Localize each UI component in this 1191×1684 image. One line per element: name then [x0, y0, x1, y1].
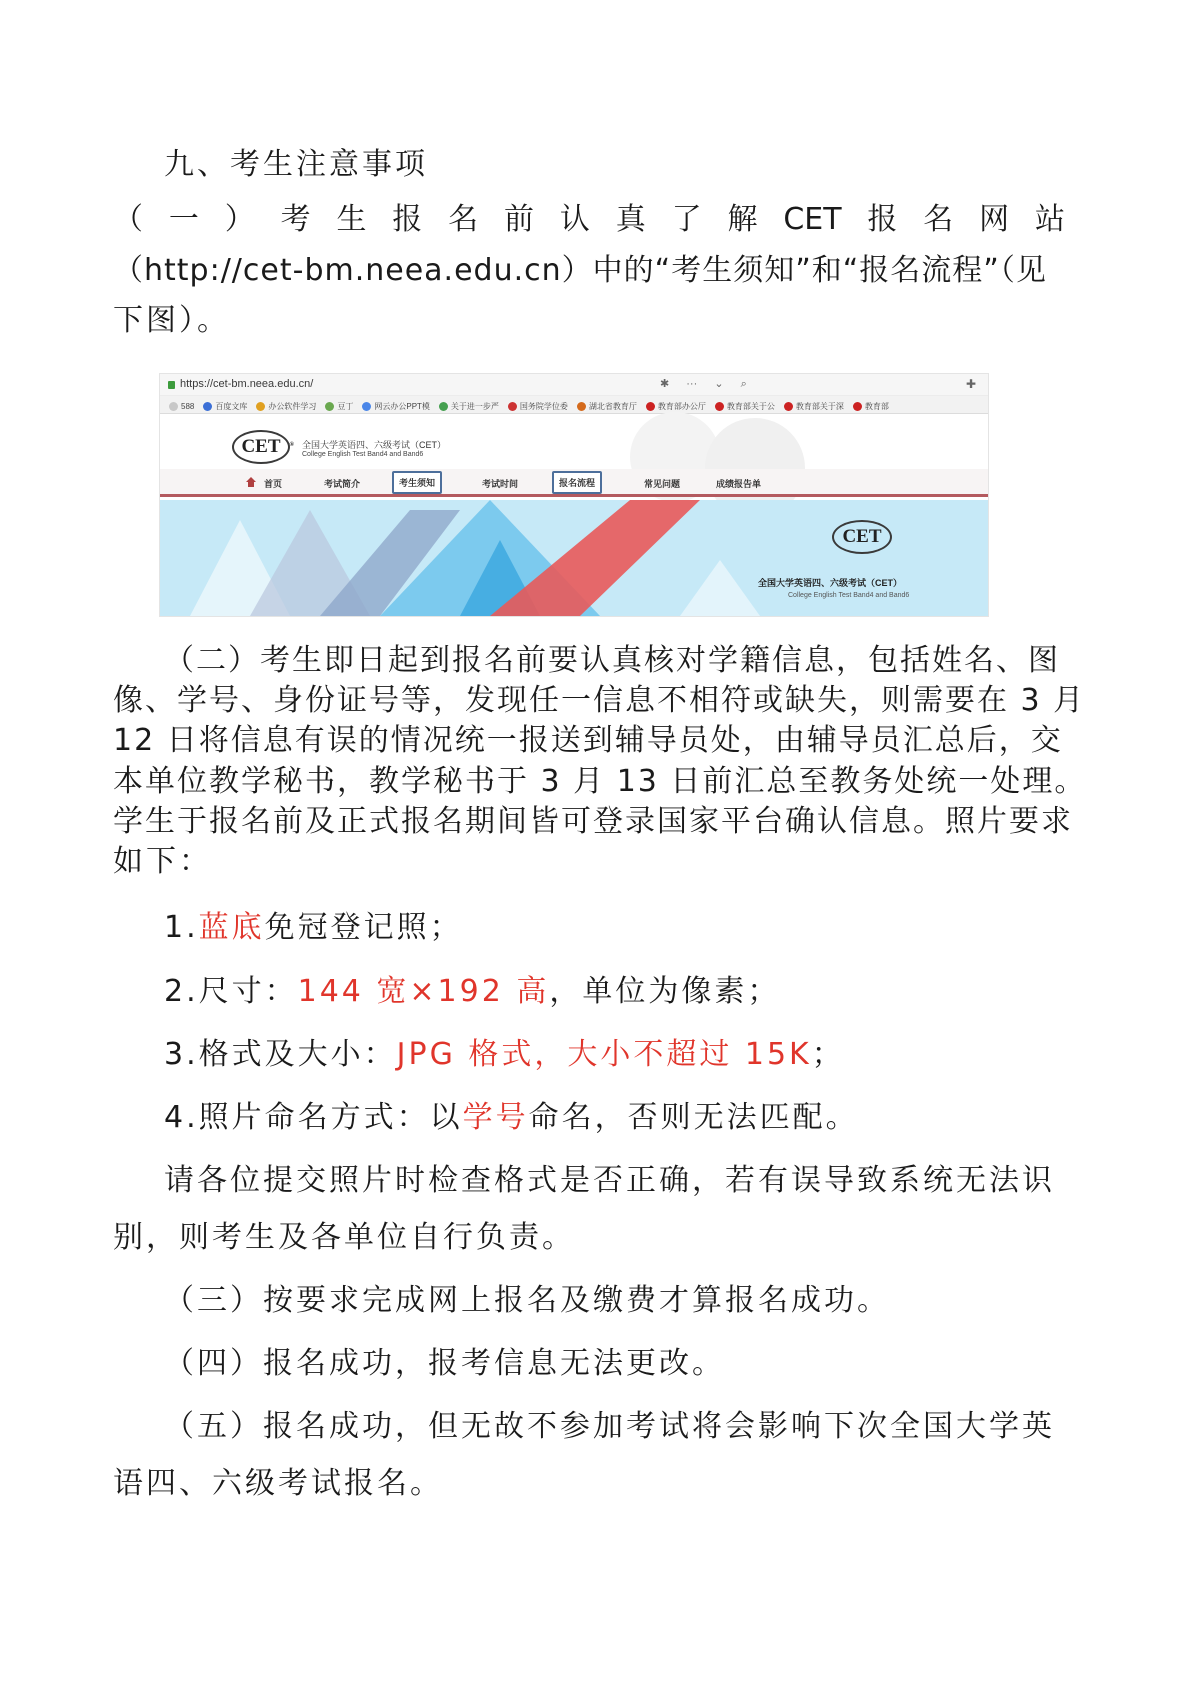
bookmark-item[interactable]: [203, 398, 247, 414]
item1-line1-char: 名: [448, 202, 479, 237]
item1-line1-char: 了: [671, 202, 702, 237]
bookmark-label: 教育部关于深: [795, 402, 844, 411]
bookmark-item[interactable]: [784, 398, 844, 414]
bookmark-bar: [160, 396, 988, 414]
site-nav-item[interactable]: 报名流程: [552, 471, 602, 494]
address-bar: [160, 374, 988, 396]
note-line2: 别，则考生及各单位自行负责。: [113, 1220, 575, 1255]
bookmark-favicon-icon: [715, 402, 724, 411]
item1-line1-char: 考: [280, 202, 311, 237]
item4: （四）报名成功，报考信息无法更改。: [164, 1346, 725, 1381]
banner-cet-logo: CET: [832, 520, 892, 554]
bookmark-item[interactable]: [256, 398, 316, 414]
cet-logo: CET ®: [232, 430, 290, 464]
cet-website-screenshot: [159, 373, 989, 617]
site-title-cn: 全国大学英语四、六级考试（CET）: [302, 440, 447, 450]
item3: （三）按要求完成网上报名及缴费才算报名成功。: [164, 1283, 890, 1318]
bookmark-label: 教育部: [864, 402, 889, 411]
site-nav-item[interactable]: 常见问题: [644, 479, 681, 489]
item2-line3: 12 日将信息有误的情况统一报送到辅导员处，由辅导员汇总后，交: [113, 723, 1063, 758]
item5-line2: 语四、六级考试报名。: [113, 1466, 443, 1501]
bookmark-favicon-icon: [853, 402, 862, 411]
photo-req-1: 1.蓝底免冠登记照；: [164, 910, 463, 945]
bookmark-label: 湖北省教育厅: [588, 402, 637, 411]
browser-toolbar-icons: ✱ ··· ⌄ ⌕: [660, 378, 747, 390]
item1-line1-char: （: [113, 202, 143, 237]
bookmark-item[interactable]: [362, 398, 430, 414]
bookmark-item[interactable]: [853, 398, 889, 414]
item1-line1-char: 前: [504, 202, 535, 237]
bookmark-label: 教育部办公厅: [657, 402, 706, 411]
item1-line1-char: 报: [392, 202, 423, 237]
photo-req-3: 3.格式及大小：JPG 格式，大小不超过 15K；: [164, 1037, 845, 1072]
bookmark-favicon-icon: [784, 402, 793, 411]
bookmark-label: 教育部关于公: [726, 402, 775, 411]
item1-line3: 下图）。: [113, 303, 230, 338]
photo-req-2: 2.尺寸：144 宽×192 高，单位为像素；: [164, 974, 781, 1009]
bookmark-label: 百度文库: [215, 402, 248, 411]
item2-line2: 像、学号、身份证号等，发现任一信息不相符或缺失，则需要在 3 月: [113, 683, 1086, 718]
section-title: 九、考生注意事项: [164, 147, 428, 182]
item1-line1-char: 站: [1034, 202, 1065, 237]
url-text: https://cet-bm.neea.edu.cn/: [180, 378, 314, 390]
item2-line5: 学生于报名前及正式报名期间皆可登录国家平台确认信息。照片要求: [113, 804, 1073, 839]
item1-line1-char: 名: [923, 202, 954, 237]
bookmark-label: 豆丁: [337, 402, 354, 411]
bookmark-item[interactable]: [715, 398, 775, 414]
site-nav-item[interactable]: 首页: [264, 479, 283, 489]
site-header: [160, 414, 988, 469]
photo-req-4: 4.照片命名方式：以学号命名，否则无法匹配。: [164, 1100, 859, 1135]
item2-line1: （二）考生即日起到报名前要认真核对学籍信息，包括姓名、图: [164, 643, 1060, 678]
bookmark-favicon-icon: [169, 402, 178, 411]
site-nav: [160, 469, 988, 497]
bookmark-favicon-icon: [256, 402, 265, 411]
item2-line6: 如下：: [113, 844, 212, 879]
item2-line4: 本单位教学秘书，教学秘书于 3 月 13 日前汇总至教务处统一处理。: [113, 764, 1087, 799]
site-banner: [160, 500, 988, 616]
site-nav-item[interactable]: 成绩报告单: [716, 479, 762, 489]
item1-line1-char: 认: [559, 202, 590, 237]
site-nav-item[interactable]: 考生须知: [392, 471, 442, 494]
bookmark-favicon-icon: [362, 402, 371, 411]
extension-icon: ✚: [965, 377, 976, 391]
bookmark-favicon-icon: [577, 402, 586, 411]
site-title-en: College English Test Band4 and Band6: [302, 451, 424, 458]
item1-line1-char: ）: [224, 202, 255, 237]
bookmark-label: 588: [181, 402, 195, 411]
item1-line1-char: 一: [168, 202, 199, 237]
item1-line1-char: 生: [336, 202, 367, 237]
bookmark-item[interactable]: [439, 398, 499, 414]
bookmark-item[interactable]: [508, 398, 568, 414]
item1-line1-char: 真: [615, 202, 646, 237]
item1-line1-char: CET: [783, 202, 842, 237]
item1-line1: [113, 200, 1065, 240]
site-nav-item[interactable]: 考试时间: [482, 479, 519, 489]
bookmark-favicon-icon: [325, 402, 334, 411]
banner-title-en: College English Test Band4 and Band6: [788, 592, 910, 599]
bookmark-label: 国务院学位委: [519, 402, 568, 411]
home-icon: [246, 477, 256, 482]
site-nav-item[interactable]: 考试简介: [324, 479, 361, 489]
bookmark-item[interactable]: [577, 398, 637, 414]
item1-line1-char: 解: [727, 202, 758, 237]
bookmark-label: 办公软件学习: [268, 402, 317, 411]
bookmark-label: 关于进一步严: [450, 402, 499, 411]
item5-line1: （五）报名成功，但无故不参加考试将会影响下次全国大学英: [164, 1409, 1055, 1444]
bookmark-item[interactable]: [169, 398, 194, 414]
bookmark-item[interactable]: [325, 398, 353, 414]
note-line1: 请各位提交照片时检查格式是否正确，若有误导致系统无法识: [164, 1163, 1055, 1198]
bookmark-label: 网云办公PPT模: [374, 402, 430, 411]
item1-line2: （http://cet-bm.neea.edu.cn）中的“考生须知”和“报名流程”（见: [113, 253, 1047, 288]
bookmark-favicon-icon: [508, 402, 517, 411]
bookmark-favicon-icon: [203, 402, 212, 411]
bookmark-favicon-icon: [439, 402, 448, 411]
bookmark-favicon-icon: [646, 402, 655, 411]
lock-icon: [168, 381, 175, 389]
item1-line1-char: 报: [867, 202, 898, 237]
banner-title-cn: 全国大学英语四、六级考试（CET）: [758, 578, 903, 588]
item1-line1-char: 网: [979, 202, 1010, 237]
